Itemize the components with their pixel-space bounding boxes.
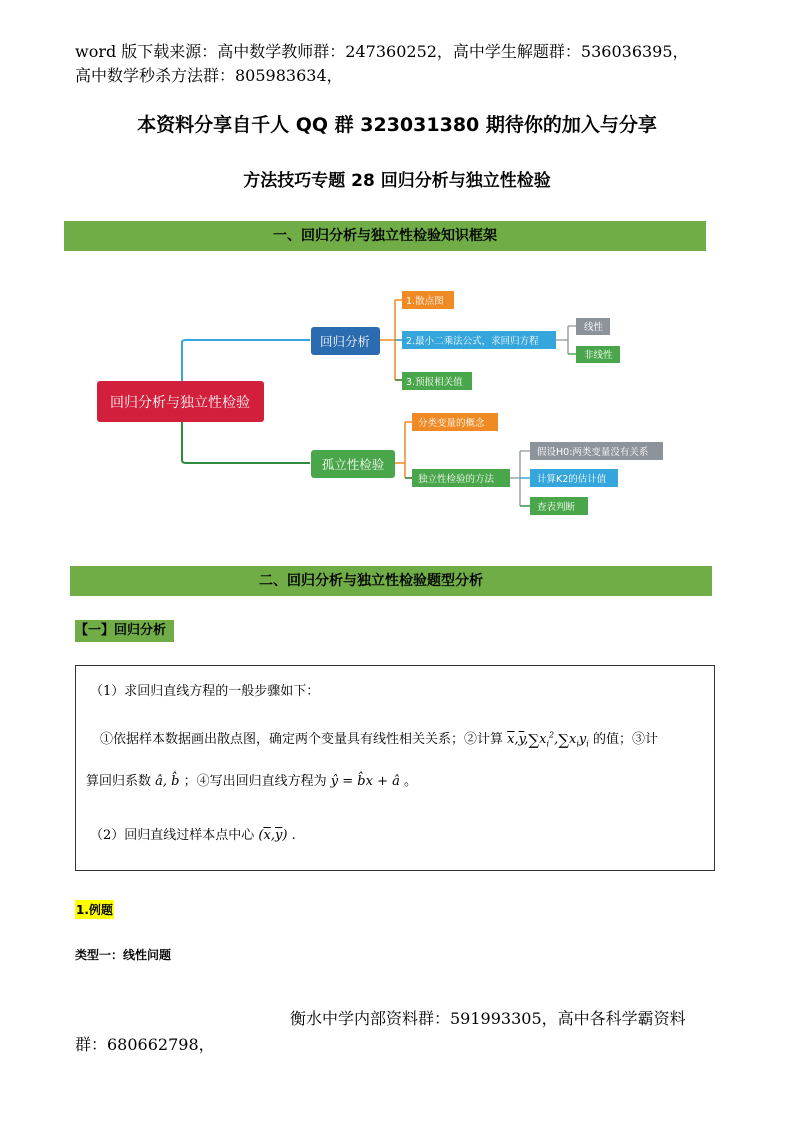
item-nonlinear-label: 非线性 [584, 350, 613, 361]
branch-regression-label: 回归分析 [319, 334, 371, 349]
box-paragraph-4 [90, 824, 296, 843]
type-label: 类型一：线性问题 [75, 948, 172, 962]
mind-map [0, 270, 794, 530]
method-box [75, 665, 715, 871]
item-hypothesis-label: 假设H0:两类变量没有关系 [537, 447, 649, 458]
item-compute-k2-label: 计算K2的估计值 [537, 474, 607, 485]
box-paragraph-1: （1）求回归直线方程的一般步骤如下： [90, 684, 320, 699]
formula-means-sums: $\overline{x},\overline{y},\sum x_i^2,\sum x_iy_i$ [507, 730, 589, 749]
item-test-method-label: 独立性检验的方法 [418, 474, 495, 485]
box-p4-text-b: . [291, 828, 296, 843]
formula-regression-line: ŷ = b̂x + â [330, 774, 400, 789]
connector-root-top [182, 340, 310, 382]
item-predict-label: 3.预报相关值 [406, 377, 463, 388]
box-p4-text-a: （2）回归直线过样本点中心 [90, 828, 255, 843]
formula-coefficients: â, b̂ [155, 774, 180, 789]
footer-line-2: 群：680662798， [75, 1035, 215, 1054]
item-least-squares-label: 2.最小二乘法公式，求回归方程 [406, 336, 539, 347]
formula-sample-center: $(\overline{x},\overline{y})$ [258, 828, 288, 843]
box-p3-text-a: 算回归系数 [86, 774, 152, 789]
box-p2-text-b: 的值；③计 [592, 732, 658, 747]
subsection-tag [75, 620, 174, 642]
header-line-2: 高中数学秒杀方法群：805983634， [75, 66, 343, 85]
box-paragraph-3 [86, 770, 417, 789]
header-line-1: word 版下载来源：高中数学教师群：247360252，高中学生解题群：536036395， [75, 42, 689, 61]
page-title: 方法技巧专题 28 回归分析与独立性检验 [243, 171, 551, 191]
item-lookup-label: 查表判断 [537, 502, 576, 513]
section-heading-analysis [70, 566, 712, 596]
box-paragraph-2 [100, 728, 658, 749]
item-linear-label: 线性 [584, 322, 604, 333]
example-label: 1.例题 [75, 900, 114, 919]
section-heading-analysis-text: 二、回归分析与独立性检验题型分析 [259, 573, 483, 589]
box-p2-text-a: ①依据样本数据画出散点图，确定两个变量具有线性相关关系；②计算 [100, 732, 504, 747]
subsection-tag-label: 【一】回归分析 [75, 623, 167, 638]
footer-line-1: 衡水中学内部资料群：591993305，高中各科学霸资料 [290, 1009, 686, 1028]
box-p3-text-b: ；④写出回归直线方程为 [183, 774, 327, 789]
item-scatter-label: 1.散点图 [406, 296, 444, 307]
item-categorical-label: 分类变量的概念 [418, 418, 485, 429]
box-p3-text-c: 。 [404, 774, 418, 789]
connector-root-bottom [182, 420, 310, 463]
branch-independence-label: 孤立性检验 [321, 457, 385, 472]
mind-map-root-label: 回归分析与独立性检验 [110, 395, 250, 411]
share-title: 本资料分享自千人 QQ 群 323031380 期待你的加入与分享 [137, 114, 657, 136]
section-heading-framework: 一、回归分析与独立性检验知识框架 [64, 221, 706, 251]
